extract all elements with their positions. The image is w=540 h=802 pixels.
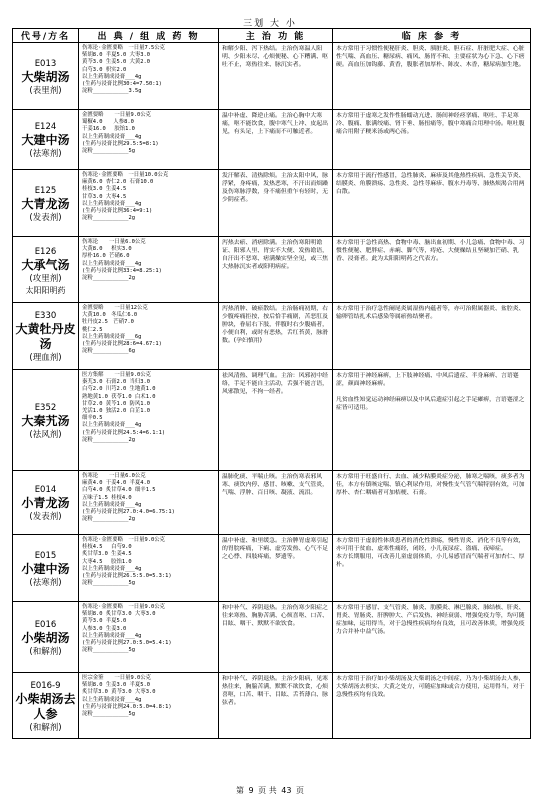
table-row [13,43,531,110]
function-cell: 温肺化痰、平喘止咳。主治伤寒表邪风寒、痰饮内停、感冒、咳嗽、支气管炎，气喘、浮肿、百日咳、凝液、流泪。 [219,471,333,535]
code-cell [13,471,79,535]
formula-category: (发表剂) [29,212,62,223]
code-cell [13,170,79,237]
formula-category: (和解剂) [29,722,62,733]
table-row [13,370,531,471]
column-header-code: 代号/方名 [13,29,79,43]
table-row [13,303,531,370]
clinical-reference-cell: 本方常用于感冒、支气管炎、肺炎、肋膜炎、淋巴腺炎、肺结核、肝炎、胃炎、胃肠炎、肝脾肿大、产后发热、神经衰弱、增强免疫力等，均可随症加味，运用得当，对于急慢性疾病均有良效，且可改善体质，增强免疫力合并补中益气汤。 [333,602,531,673]
formula-code: E016 [34,619,57,630]
source-composition-cell: 金匮要略 一日量12公克 大黄10.0 冬瓜仁6.0 牡丹皮2.5 芒硝7.0 桃仁2.5 以上生药制成浸膏___6g (生药与浸膏比例28:6=4.67:1) 淀粉___________6g [79,303,219,370]
clinical-reference-cell: 本方常用于治疗急性阑尾炎属湿热内蕴者等，亦可治附属器炎、盆腔炎、输卵管结扎术后感染等属瘀热结聚者。 [333,303,531,370]
footer-mid: 页 共 [258,786,277,795]
footer-page-number: 9 [248,786,254,795]
table-header-row [13,29,531,43]
table-row [13,170,531,237]
formula-name: 小柴胡汤去人参 [15,691,76,721]
footer-prefix: 第 [235,786,244,795]
table-row [13,237,531,303]
clinical-reference-cell: 本方常用于治疗如小柴胡汤及大柴胡汤之中间症，乃为小柴胡汤去人参，大柴胡汤去枳实、大黄之处方，可随症加味或合方使用，运用得当，对于急慢性疾均有良效。 [333,673,531,739]
formula-code: E124 [34,122,57,132]
formula-category: (表里剂) [29,85,62,96]
source-composition-cell: 伤寒论·金匮要略 一日量10.0公克 麻黄6.0 杏仁2.0 石膏10.0 桂枝3.0 生姜4.5 甘草3.0 大枣4.5 以上生药制成浸膏___4g (生药与浸膏比例36:4=9:1) 淀粉___________2g [79,170,219,237]
code-cell [13,43,79,110]
clinical-reference-cell: 本方常用于虚弱性体质患者的消化性溃疡，慢性胃炎、消化不良等有效，亦可用于贫血、虚寒性痛经，闭经，小儿夜尿症、盗痛、夜啼症。 本方长期服用，可改善儿童虚弱体质，小儿易感冒而气喘者可加杏仁、厚朴。 [333,535,531,602]
function-cell: 温中补虚、降逆止痛。主治心胸中大寒痛，呕不能饮食，腹中寒气上冲、皮起出见，有头足，上下痛而不可触近者。 [219,110,333,170]
formula-name: 大柴胡汤 [21,69,70,84]
column-header-function: 主 治 功 能 [219,29,333,43]
clinical-reference-cell: 本方常用于习惯性便秘肝炎、胆炎、胰脏炎、胆石症、肝脏肥大症、心脏性气喘、高血压、糖尿病、痛风、肠胃不和、主要症状为心下急、心下痞硬。高血压加钩藤、黄香，腹胀者加厚朴、陈皮、木香，糖尿病加生地。 [333,43,531,110]
formula-category: (祛寒剂) [29,577,62,588]
formula-code: E016-9 [30,680,61,691]
formula-code: E126 [34,246,57,257]
formula-name: 大秦艽汤 [21,413,70,428]
formula-name: 大建中汤 [21,133,70,147]
formula-code: E330 [34,311,57,321]
formula-code: E014 [34,485,57,495]
code-cell [13,370,79,471]
function-cell: 泻热消肿、破瘀散结。主治肠痈初期，右少腹疼痛拒按，按后恰手痛剧，苦恶肛及肿块，眷屈右下肢，伴腹时右少腹痛者，小便自利，或时有恶热，舌红苔黄，脉滑数。(孕妇慎用) [219,303,333,370]
prescription-table [12,28,531,739]
formula-name: 小柴胡汤 [21,630,70,645]
source-composition-cell: 伤寒论 一日量6.0公克 大黄8.0 枳实3.0 厚朴16.0 芒硝6.0 以上生药制成浸膏___4g (生药与浸膏比例33:4=8.25:1) 淀粉___________2g [79,237,219,303]
column-header-source: 出 典 / 组 成 药 物 [79,29,219,43]
formula-category: (攻里剂) [29,273,62,284]
table-row [13,535,531,602]
formula-name: 大承气汤 [21,257,70,272]
clinical-reference-cell: 本方常用于流行性感冒，急性肺炎、麻疹及其他热性疾病、急性关节炎、结膜炎、角膜溃疡、急性炎、急性荨麻疹、腹水丹毒等、肺热烦渴合用两白散。 [333,170,531,237]
page-footer [0,785,540,796]
formula-category: (祛寒剂) [29,149,62,159]
source-composition-cell: 伤寒论·金匮要略 一日量9.0公克 柴胡8.0 炙甘草3.0 大枣3.0 黄芩3.0 半夏5.0 人参3.0 生姜3.0 以上生药制成浸膏___4g (生药与浸膏比例27.0:5.0=5.4:1) 淀粉___________5g [79,602,219,673]
function-cell: 祛风清热、调理气血。主治：风邪初中经络，手足不能自主活动，舌强不能言语，风邪散见，不拘一经者。 [219,370,333,471]
formula-category: (祛风剂) [29,429,62,440]
table-row [13,673,531,739]
formula-code: E125 [34,185,57,196]
formula-name: 大黄牡丹皮汤 [15,322,76,351]
source-composition-cell: 伤寒论·金匮要略 一日量9.0公克 桂枝4.5 白芍9.0 炙甘草3.0 生姜4.5 大枣4.5 胶饴1.0 以上生药制成浸膏___4g (生药与浸膏比例26.5:5.0=5.3:1) 淀粉___________5g [79,535,219,602]
page-header: 三划 大 小 [243,19,297,29]
formula-name: 小青龙汤 [21,496,70,510]
source-composition-cell: 医宗金鉴 一日量9.0公克 柴胡8.0 生姜3.0 半夏5.0 炙甘草3.0 黄芩3.0 大枣3.0 以上生药制成浸膏___4g (生药与浸膏比例24.0:5.0=4.8:1) 淀粉___________5g [79,673,219,739]
formula-category: (发表剂) [29,512,62,522]
source-composition-cell: 医方集解 一日量9.0公克 秦艽3.0 石膏2.0 当归3.0 白芍2.0 川芎2.0 生地黄1.0 熟地黄1.0 茯苓1.0 白术1.0 甘草2.0 黄芩1.0 防风1.0 羌活1.0 独活2.0 白芷1.0 细辛0.5 以上生药制成浸膏___4g (生药与浸膏比例24.5:4=6.1:1) 淀粉___________2g [79,370,219,471]
formula-name: 大青龙汤 [21,196,70,211]
formula-name: 小建中汤 [21,561,70,576]
formula-note: 太阳阳明药 [25,285,66,295]
source-composition-cell: 伤寒论·金匮要略 一日量7.5公克 柴胡8.0 半夏5.0 大枣3.0 黄芩3.0 生姜5.0 大黄2.0 白芍3.0 枳实2.0 以上生药制成浸膏___4g (生药与浸膏比例30:4=7.50:1) 淀粉___________3.5g [79,43,219,110]
code-cell [13,673,79,739]
code-cell [13,303,79,370]
formula-code: E013 [34,58,57,69]
formula-code: E015 [34,550,57,561]
code-cell [13,237,79,303]
formula-code: E352 [34,402,57,413]
footer-total-pages: 43 [281,786,292,795]
formula-category: (和解剂) [29,646,62,657]
code-cell [13,602,79,673]
source-composition-cell: 伤寒论 一日量6.0公克 麻黄4.0 干姜4.0 半夏4.0 白芍4.0 炙甘草4.0 细辛1.5 五味子1.5 桂枝4.0 以上生药制成浸膏___4g (生药与浸膏比例27.0:4.0=6.75:1) 淀粉___________2g [79,471,219,535]
clinical-reference-cell: 本方常用于旺盛自行、去血、减少粘膜炎症分泌，肺寒之喘咳，痰多者为佳，本方有镇咳定喘、镇心利尿作用，对慢性支气管气喘特别有效，可加厚朴、杏仁咽痛者可加桔梗、石膏。 [333,471,531,535]
function-cell: 温中补虚、和里缓急。主治脾胃虚寒引起的胃脘疼痛，下痢、虚劳发热、心气不足之心悸、四肢疼痛，梦遗等。 [219,535,333,602]
function-cell: 发汗解表、清热除烦。主治太阳中风，脉浮紧，身疼痛，发热恶寒，不汗出而烦躁及伤寒脉浮数，身不痛但重乍有轻时，无少阴症者。 [219,170,333,237]
clinical-reference-cell: 本方常用于急性高热、食物中毒、脑出血初期、小儿急痛、食物中毒、习惯性便秘、肥胖症、赤痢、脚气等，痔疮、大便燥结且坚硬加芒硝、乳香、浸膏者。此为太阳阳明药之代表方。 [333,237,531,303]
table-row [13,602,531,673]
code-cell [13,535,79,602]
table-body [13,43,531,739]
footer-suffix: 页 [296,786,304,795]
clinical-reference-cell: 本方常用于虚寒之发作性肠蠕动亢进、肠间神经痉挛痛、呕吐、手足寒冷、腹痛、胀满绞痛、肾下垂、肠扭痛等，腹中寒痛合用理中汤。呕吐腹痛合用附子粳米汤或两心汤。 [333,110,531,170]
formula-category: (理血剂) [29,353,62,363]
code-cell [13,110,79,170]
function-cell: 和解少阳、泻下热结。主治伤寒温人阳明、少阳未尽、心烦便秘、心下糟满、呕吐不止，寒热往来、脉沉实者。 [219,43,333,110]
column-header-clinical: 临 床 参 考 [333,29,531,43]
table-row [13,110,531,170]
table-row [13,471,531,535]
function-cell: 泻热去瘀、消痞除满。主治伤寒阳明谵证、阳邪人里、胃实不大便、发热谵语，自汗出不恶寒、痞满燥实坚全见，或三焦大热脉沉实者或阳明病症。 [219,237,333,303]
function-cell: 和中补气、养阴退热。主治少阳病，见寒热往来，胸脇苦满，默默不欲饮食，心烦喜呕，口苦、咽干、目眩、舌苔薄白、脉弦者。 [219,673,333,739]
clinical-reference-cell: 本方常用于神经麻痹，上下肢神经痛、中风后遗症、半身麻痹、言语蹇涩，颜面神经麻痹。 凡贫血性知觉运动神经麻痹以及中风后遗症引起之手足瘫痹，言语蹇涩之症皆可适用。 [333,370,531,471]
function-cell: 和中补气、养阴退热。主治伤寒少阳症之往来寒热、胸胁苦满、心烦喜呕、口苦、目眩、咽干、默默不欲饮食。 [219,602,333,673]
source-composition-cell: 金匮要略 一日量9.0公克 蜀椒4.0 人参8.0 干姜16.0 胶饴1.0 以上生药制成浸膏___4g (生药与浸膏比例29.5:5=8:1) 淀粉___________5g [79,110,219,170]
